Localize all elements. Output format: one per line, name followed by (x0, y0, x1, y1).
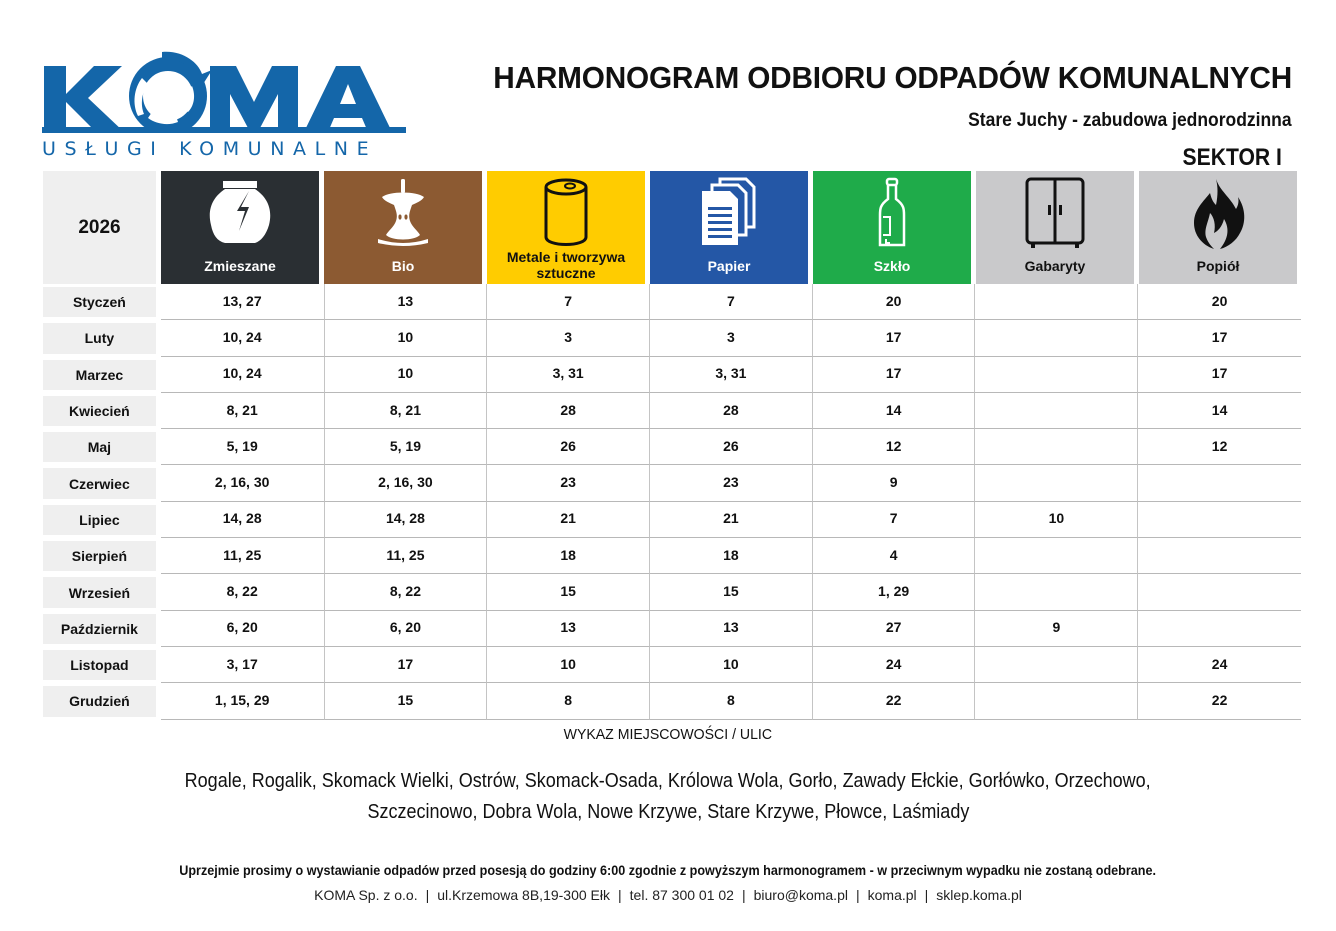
separator: | (618, 887, 622, 903)
date-cell: 1, 15, 29 (161, 683, 324, 719)
category-header-metale (487, 171, 645, 284)
places-line-2: Szczecinowo, Dobra Wola, Nowe Krzywe, Stare Krzywe, Płowce, Laśmiady (367, 801, 969, 823)
date-cell: 13 (649, 611, 812, 647)
date-cell: 21 (649, 502, 812, 538)
swirl-icon (135, 52, 212, 128)
page-title: HARMONOGRAM ODBIORU ODPADÓW KOMUNALNYCH (493, 60, 1292, 95)
date-cell: 7 (649, 284, 812, 320)
category-label: Papier (707, 258, 751, 274)
date-cell: 11, 25 (161, 538, 324, 574)
date-cell: 17 (812, 357, 975, 393)
company-phone: tel. 87 300 01 02 (629, 887, 734, 903)
date-cell: 9 (974, 611, 1137, 647)
logo-underline (42, 127, 406, 133)
separator: | (924, 887, 929, 903)
bottle-icon (872, 177, 912, 249)
date-cell: 6, 20 (161, 611, 324, 647)
date-cell: 8, 21 (324, 393, 487, 429)
month-label: Listopad (43, 650, 156, 680)
date-cell: 15 (324, 683, 487, 719)
date-cell (974, 538, 1137, 574)
category-header-papier (650, 171, 808, 284)
table-row (43, 611, 1301, 647)
flame-icon (1190, 177, 1246, 249)
category-label: Popiół (1196, 258, 1240, 274)
date-cell: 12 (1137, 429, 1301, 465)
month-label: Lipiec (43, 505, 156, 535)
date-cell: 20 (812, 284, 975, 320)
table-row (43, 683, 1301, 719)
date-cell: 17 (1137, 320, 1301, 356)
date-cell: 14 (812, 393, 975, 429)
date-cell: 10, 24 (161, 357, 324, 393)
date-cell: 8, 21 (161, 393, 324, 429)
date-cell: 22 (812, 683, 975, 719)
date-cell: 7 (486, 284, 649, 320)
table-row (43, 647, 1301, 683)
date-cell: 8, 22 (324, 574, 487, 610)
table-row (43, 429, 1301, 465)
separator: | (855, 887, 860, 903)
places-heading-text: WYKAZ MIEJSCOWOŚCI / ULIC (563, 726, 773, 743)
date-cell: 20 (1137, 284, 1301, 320)
date-cell (974, 574, 1137, 610)
date-cell: 8 (649, 683, 812, 719)
category-label: Gabaryty (1024, 258, 1086, 274)
company-name: KOMA Sp. z o.o. (314, 887, 418, 903)
footer-contact (0, 887, 1336, 903)
date-cell (1137, 574, 1301, 610)
date-cell: 11, 25 (324, 538, 487, 574)
date-cell: 10, 24 (161, 320, 324, 356)
date-cell: 3, 31 (649, 357, 812, 393)
table-row (43, 284, 1301, 320)
category-label: Metale i tworzywa sztuczne (506, 249, 626, 281)
date-cell (1137, 465, 1301, 501)
date-cell: 23 (486, 465, 649, 501)
year-header: 2026 (43, 171, 156, 284)
date-cell (974, 393, 1137, 429)
date-cell: 27 (812, 611, 975, 647)
date-cell (974, 429, 1137, 465)
date-cell: 18 (486, 538, 649, 574)
shop-website-link[interactable]: sklep.koma.pl (936, 887, 1022, 903)
date-cell: 2, 16, 30 (161, 465, 324, 501)
table-body (43, 284, 1301, 720)
month-label: Luty (43, 323, 156, 353)
category-header-szklo (813, 171, 971, 284)
date-cell: 26 (486, 429, 649, 465)
logo-subtitle: USŁUGI KOMUNALNE (42, 138, 378, 160)
date-cell: 10 (324, 320, 487, 356)
date-cell: 14, 28 (324, 502, 487, 538)
date-cell (974, 284, 1137, 320)
date-cell (974, 465, 1137, 501)
month-label: Wrzesień (43, 577, 156, 607)
date-cell (974, 683, 1137, 719)
date-cell: 3, 17 (161, 647, 324, 683)
table-row (43, 357, 1301, 393)
date-cell: 10 (974, 502, 1137, 538)
footer-notice-text: Uprzejmie prosimy o wystawianie odpadów przed posesją do godziny 6:00 zgodnie z powyższym harmonogramem - w przeciwnym wypadku nie zostaną odebrane. (179, 862, 1157, 878)
date-cell: 24 (812, 647, 975, 683)
date-cell: 17 (324, 647, 487, 683)
date-cell: 4 (812, 538, 975, 574)
date-cell: 3 (649, 320, 812, 356)
date-cell: 24 (1137, 647, 1301, 683)
category-label: Zmieszane (204, 258, 276, 274)
company-website-link[interactable]: koma.pl (867, 887, 917, 903)
date-cell: 18 (649, 538, 812, 574)
month-label: Maj (43, 432, 156, 462)
date-cell: 14 (1137, 393, 1301, 429)
date-cell: 3, 31 (486, 357, 649, 393)
date-cell: 28 (649, 393, 812, 429)
date-cell: 5, 19 (161, 429, 324, 465)
month-label: Sierpień (43, 541, 156, 571)
places-heading (0, 726, 1336, 743)
location-subtitle: Stare Juchy - zabudowa jednorodzinna (968, 110, 1292, 131)
category-label: Szkło (873, 258, 911, 274)
table-row (43, 538, 1301, 574)
date-cell (974, 357, 1137, 393)
separator: | (425, 887, 430, 903)
separator: | (741, 887, 746, 903)
date-cell (1137, 502, 1301, 538)
date-cell: 10 (486, 647, 649, 683)
can-icon (536, 177, 596, 249)
table-row (43, 574, 1301, 610)
table-row (43, 320, 1301, 356)
category-header-bio (324, 171, 482, 284)
table-row (43, 465, 1301, 501)
schedule-table (43, 171, 1301, 720)
date-cell: 1, 29 (812, 574, 975, 610)
table-row (43, 502, 1301, 538)
date-cell: 7 (812, 502, 975, 538)
date-cell: 10 (324, 357, 487, 393)
date-cell: 15 (486, 574, 649, 610)
wardrobe-icon (1023, 177, 1087, 249)
date-cell: 14, 28 (161, 502, 324, 538)
category-header-zmieszane (161, 171, 319, 284)
sector-label: SEKTOR I (1182, 144, 1282, 171)
table-row (43, 393, 1301, 429)
date-cell: 3 (486, 320, 649, 356)
date-cell: 10 (649, 647, 812, 683)
date-cell: 13, 27 (161, 284, 324, 320)
date-cell: 28 (486, 393, 649, 429)
date-cell (1137, 538, 1301, 574)
category-header-gabaryty (976, 171, 1134, 284)
places-list (60, 766, 1276, 828)
broken-jar-icon (205, 177, 275, 249)
date-cell: 5, 19 (324, 429, 487, 465)
places-line-1: Rogale, Rogalik, Skomack Wielki, Ostrów, Skomack-Osada, Królowa Wola, Gorło, Zawady Ełckie, Gorłówko, Orzechowo, (184, 770, 1152, 792)
date-cell: 13 (324, 284, 487, 320)
category-label: Bio (391, 258, 415, 274)
month-label: Czerwiec (43, 468, 156, 498)
month-label: Styczeń (43, 287, 156, 317)
date-cell: 2, 16, 30 (324, 465, 487, 501)
month-label: Kwiecień (43, 396, 156, 426)
date-cell: 8, 22 (161, 574, 324, 610)
date-cell: 13 (486, 611, 649, 647)
koma-logo-wordmark (42, 44, 406, 132)
date-cell (1137, 611, 1301, 647)
date-cell: 9 (812, 465, 975, 501)
date-cell (974, 647, 1137, 683)
month-label: Grudzień (43, 686, 156, 716)
company-address: ul.Krzemowa 8B,19-300 Ełk (437, 887, 611, 903)
date-cell: 8 (486, 683, 649, 719)
documents-icon (694, 177, 764, 249)
month-label: Październik (43, 614, 156, 644)
date-cell: 21 (486, 502, 649, 538)
date-cell: 17 (812, 320, 975, 356)
apple-core-icon (368, 177, 438, 249)
koma-logo (42, 34, 406, 158)
date-cell (974, 320, 1137, 356)
date-cell: 23 (649, 465, 812, 501)
date-cell: 26 (649, 429, 812, 465)
company-email-link[interactable]: biuro@koma.pl (753, 887, 848, 903)
table-header-row (43, 171, 1301, 284)
date-cell: 6, 20 (324, 611, 487, 647)
date-cell: 17 (1137, 357, 1301, 393)
date-cell: 12 (812, 429, 975, 465)
footer-notice (0, 862, 1336, 878)
month-label: Marzec (43, 360, 156, 390)
date-cell: 15 (649, 574, 812, 610)
category-header-popiol (1139, 171, 1297, 284)
date-cell: 22 (1137, 683, 1301, 719)
